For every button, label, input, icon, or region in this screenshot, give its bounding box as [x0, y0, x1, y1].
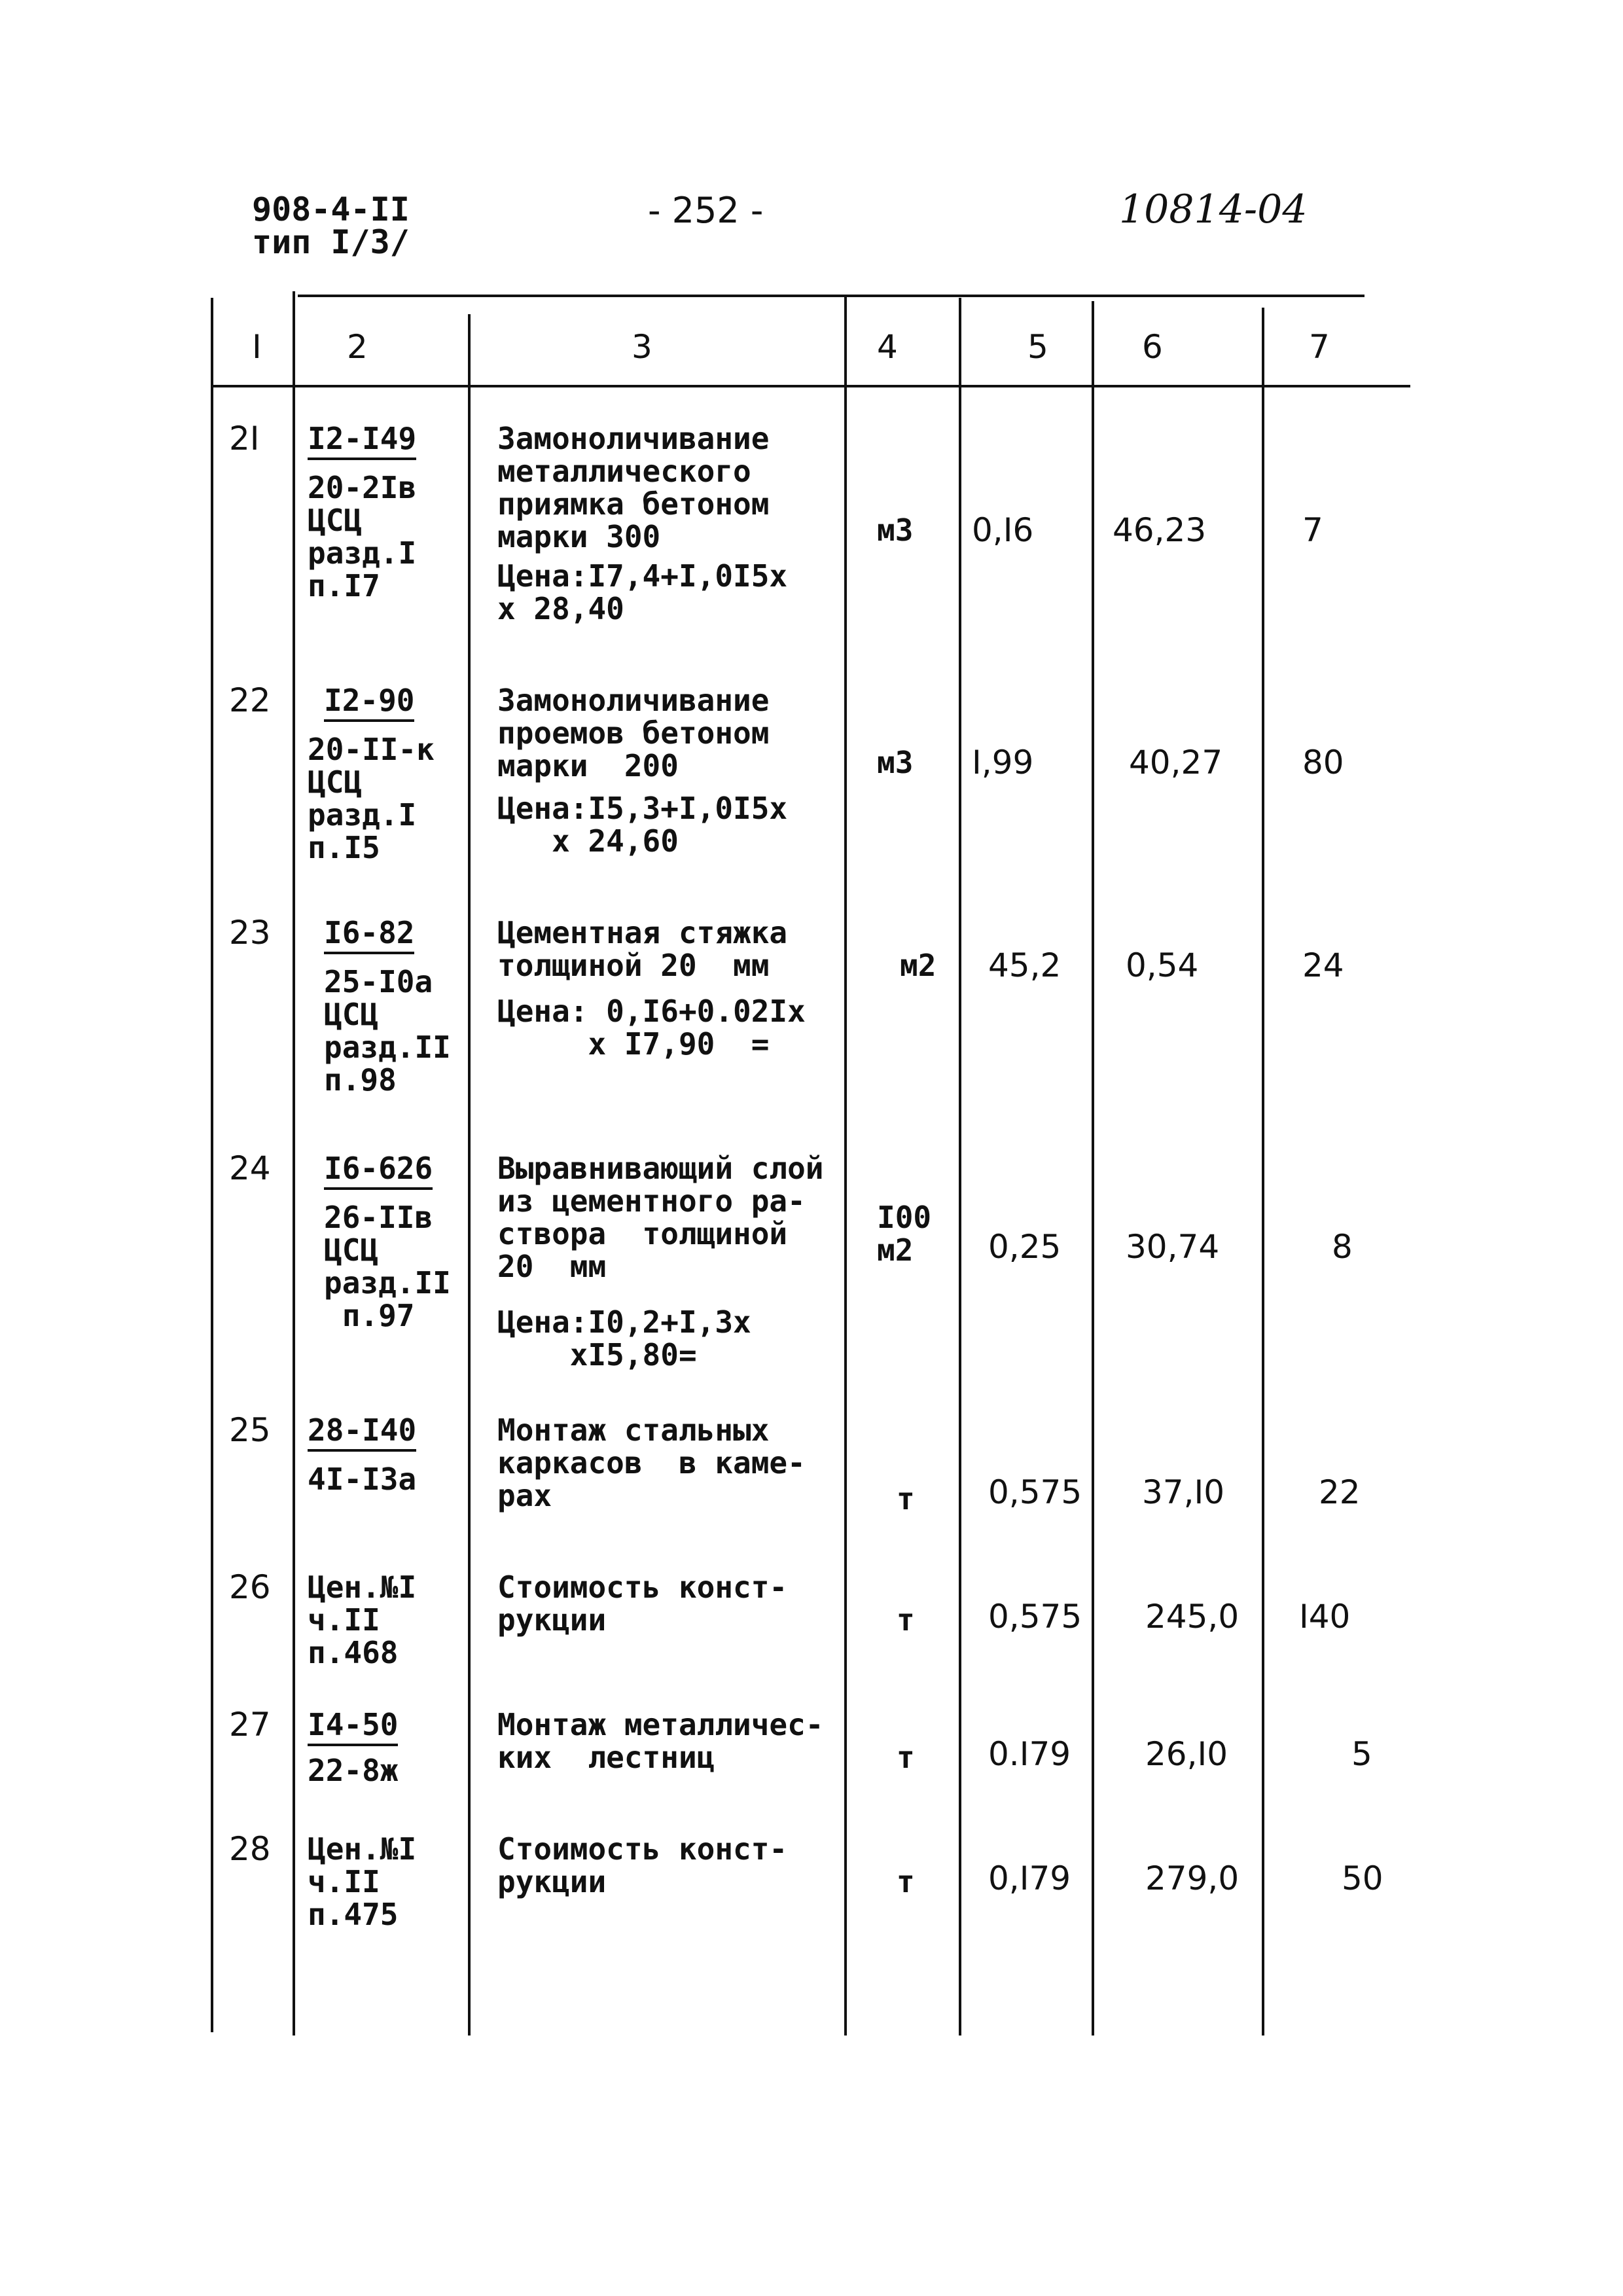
norm-code-details: 20-II-к ЦСЦ разд.I п.I5 [308, 732, 435, 865]
page-number: - 252 - [648, 190, 764, 231]
total-cost: 50 [1342, 1859, 1383, 1897]
norm-code-primary: I4-50 [308, 1708, 398, 1746]
column-rule-left [211, 298, 213, 2032]
column-rule-5 [1092, 301, 1094, 2036]
column-rule-1 [293, 291, 295, 2036]
unit-cost: 0,54 [1126, 946, 1199, 984]
column-header-6: 6 [1142, 328, 1163, 366]
unit: м2 [900, 948, 936, 983]
total-cost: 24 [1302, 946, 1344, 984]
work-description: Выравнивающий слой из цементного ра- створа толщиной 20 мм [497, 1151, 824, 1284]
norm-code-details: 4I-I3а [308, 1462, 417, 1497]
unit-cost: 245,0 [1145, 1598, 1240, 1636]
norm-code-primary: I6-82 [324, 916, 414, 954]
quantity: 0,575 [988, 1598, 1082, 1636]
total-cost: 22 [1319, 1473, 1361, 1511]
column-header-1: I [252, 328, 262, 366]
unit-cost: 46,23 [1113, 511, 1207, 549]
norm-code-primary: 28-I40 [308, 1414, 416, 1452]
column-rule-6 [1262, 308, 1264, 2036]
row-number: 22 [229, 681, 271, 719]
work-description: Цементная стяжка толщиной 20 мм [497, 915, 788, 983]
norm-code-details: ч.II п.468 [308, 1602, 399, 1670]
unit-cost: 279,0 [1145, 1859, 1240, 1897]
norm-code [324, 916, 414, 954]
quantity: I,99 [972, 744, 1034, 781]
quantity: 45,2 [988, 946, 1061, 984]
work-description: Стоимость конст- рукции [497, 1570, 788, 1638]
total-cost: 80 [1302, 744, 1344, 781]
row-number: 2I [229, 420, 260, 457]
total-cost: 7 [1302, 511, 1323, 549]
row-number: 24 [229, 1149, 271, 1187]
total-cost: I40 [1299, 1598, 1351, 1636]
table-top-rule [298, 295, 1364, 297]
unit: м3 [877, 512, 914, 548]
norm-code [324, 1152, 433, 1190]
norm-code-primary: I2-90 [324, 684, 414, 722]
row-number: 27 [229, 1706, 271, 1744]
column-header-5: 5 [1027, 328, 1048, 366]
column-header-7: 7 [1309, 328, 1330, 366]
quantity: 0,I6 [972, 511, 1034, 549]
column-rule-3 [844, 295, 847, 2036]
unit: т [897, 1602, 915, 1638]
work-description: Монтаж металличес- ких лестниц [497, 1707, 824, 1775]
norm-code-primary: Цен.№I [308, 1831, 417, 1867]
column-header-3: 3 [632, 328, 652, 366]
row-number: 25 [229, 1411, 271, 1449]
column-rule-4 [959, 298, 961, 2036]
unit-cost: 40,27 [1129, 744, 1223, 781]
total-cost: 8 [1332, 1228, 1353, 1266]
price-formula: Цена:I7,4+I,0I5x x 28,40 [497, 558, 788, 626]
unit: м3 [877, 745, 914, 780]
row-number: 23 [229, 914, 271, 952]
unit: т [897, 1864, 915, 1899]
table-header-rule [213, 385, 1410, 387]
column-header-2: 2 [347, 328, 368, 366]
norm-code [308, 1708, 398, 1746]
norm-code-primary: I2-I49 [308, 422, 416, 460]
unit: I00 м2 [877, 1200, 932, 1268]
row-number: 28 [229, 1830, 271, 1868]
norm-code-details: 26-IIв ЦСЦ разд.II п.97 [324, 1200, 451, 1333]
handwritten-reference: 10814-04 [1119, 187, 1308, 232]
unit-cost: 26,I0 [1145, 1735, 1228, 1773]
work-description: Монтаж стальных каркасов в каме- рах [497, 1412, 806, 1513]
norm-code-primary: Цен.№I [308, 1570, 417, 1605]
work-description: Замоноличивание проемов бетоном марки 200 [497, 683, 770, 783]
column-header-4: 4 [877, 328, 898, 366]
quantity: 0,575 [988, 1473, 1082, 1511]
document-code: 908-4-II [252, 190, 410, 228]
unit-cost: 30,74 [1126, 1228, 1220, 1266]
quantity: 0,25 [988, 1228, 1061, 1266]
document-type: тип I/3/ [252, 223, 410, 261]
unit: т [897, 1481, 915, 1516]
unit: т [897, 1740, 915, 1775]
total-cost: 5 [1351, 1735, 1372, 1773]
work-description: Замоноличивание металлического приямка бетоном марки 300 [497, 421, 770, 554]
price-formula: Цена:I5,3+I,0I5x x 24,60 [497, 791, 788, 859]
norm-code-details: 22-8ж [308, 1753, 399, 1788]
price-formula: Цена: 0,I6+0.02Ix x I7,90 = [497, 994, 806, 1062]
work-description: Стоимость конст- рукции [497, 1831, 788, 1899]
norm-code-details: 25-I0а ЦСЦ разд.II п.98 [324, 964, 451, 1098]
price-formula: Цена:I0,2+I,3x xI5,80= [497, 1304, 751, 1372]
column-rule-2 [468, 314, 471, 2036]
norm-code [308, 1414, 416, 1452]
norm-code [324, 684, 414, 722]
quantity: 0.I79 [988, 1735, 1071, 1773]
norm-code [308, 422, 416, 460]
quantity: 0,I79 [988, 1859, 1071, 1897]
norm-code-details: ч.II п.475 [308, 1864, 399, 1932]
norm-code-details: 20-2Iв ЦСЦ разд.I п.I7 [308, 470, 417, 603]
unit-cost: 37,I0 [1142, 1473, 1225, 1511]
row-number: 26 [229, 1568, 271, 1606]
norm-code-primary: I6-626 [324, 1152, 433, 1190]
